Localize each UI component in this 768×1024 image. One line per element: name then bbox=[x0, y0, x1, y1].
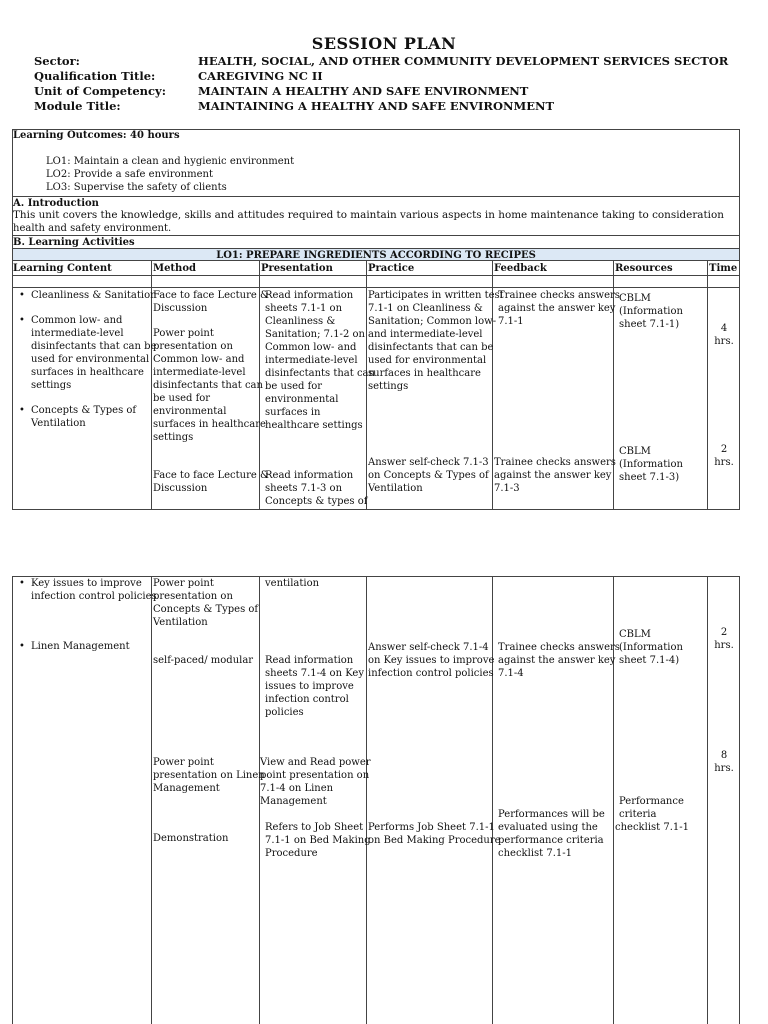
text-line: Discussion bbox=[153, 303, 208, 314]
divider bbox=[151, 576, 152, 1024]
text-line: Sanitation; Common low- bbox=[368, 316, 497, 327]
text-line: • Concepts & Types of bbox=[31, 405, 137, 416]
resources-cell bbox=[619, 445, 683, 484]
col-method: Method bbox=[153, 263, 196, 274]
text-line: Power point bbox=[153, 757, 214, 768]
text-line: used for environmental bbox=[368, 355, 487, 366]
text-line: performance criteria bbox=[498, 835, 604, 846]
page-title: SESSION PLAN bbox=[311, 34, 457, 53]
text-line: Answer self-check 7.1-3 bbox=[368, 457, 489, 468]
text-line: Face to face Lecture & bbox=[153, 290, 269, 301]
text-line: Power point bbox=[153, 328, 214, 339]
text-line: Concepts & Types of bbox=[153, 604, 259, 615]
meta-label: Qualification Title: bbox=[34, 69, 156, 83]
text-line: Management bbox=[260, 796, 327, 807]
text-line: healthcare settings bbox=[265, 420, 363, 431]
text-line: disinfectants that can bbox=[265, 368, 375, 379]
practice-cell bbox=[368, 821, 501, 847]
text-line: • Key issues to improve bbox=[31, 578, 142, 589]
text-line: intermediate-level bbox=[153, 367, 246, 378]
text-line: hrs. bbox=[714, 763, 734, 774]
text-line: issues to improve bbox=[265, 681, 354, 692]
text-line: CBLM bbox=[619, 293, 651, 304]
method-cell: Demonstration bbox=[153, 833, 229, 844]
col-learning-content: Learning Content bbox=[13, 263, 112, 274]
introduction-text: This unit covers the knowledge, skills and attitudes required to maintain various aspects in home maintenance taking to consideration bbox=[13, 209, 724, 221]
text-line: environmental bbox=[265, 394, 339, 405]
text-line: Cleanliness & bbox=[265, 316, 336, 327]
text-line: infection control policies bbox=[31, 591, 157, 602]
text-line: Read information bbox=[265, 470, 354, 481]
text-line: Participates in written test bbox=[368, 290, 504, 301]
col-practice: Practice bbox=[368, 263, 415, 274]
text-line: surfaces in healthcare bbox=[31, 367, 144, 378]
text-line: disinfectants that can bbox=[153, 380, 263, 391]
time-cell bbox=[708, 626, 740, 652]
text-line: on Bed Making Procedure bbox=[368, 835, 501, 846]
text-line: sheets 7.1-3 on bbox=[265, 483, 343, 494]
method-cell bbox=[153, 327, 266, 444]
session-meta bbox=[34, 54, 728, 114]
learning-outcome-item: LO2: Provide a safe environment bbox=[46, 169, 213, 180]
presentation-cell bbox=[265, 289, 375, 432]
divider bbox=[12, 275, 740, 276]
text-line: sheets 7.1-4 on Key bbox=[265, 668, 364, 679]
text-line: infection control policies bbox=[368, 668, 494, 679]
text-line: surfaces in bbox=[265, 407, 321, 418]
text-line: Sanitation; 7.1-2 on bbox=[265, 329, 365, 340]
text-line: presentation on Linen bbox=[153, 770, 265, 781]
meta-label: Unit of Competency: bbox=[34, 84, 166, 98]
text-line: Trainee checks answers bbox=[498, 642, 620, 653]
feedback-cell bbox=[494, 456, 616, 495]
text-line: • Common low- and bbox=[31, 315, 123, 326]
text-line: Ventilation bbox=[153, 617, 208, 628]
introduction-text: health and safety environment. bbox=[13, 223, 172, 234]
col-time: Time bbox=[709, 263, 738, 274]
text-line: Answer self-check 7.1-4 bbox=[368, 642, 489, 653]
text-line: surfaces in healthcare bbox=[368, 368, 481, 379]
text-line: surfaces in healthcare bbox=[153, 419, 266, 430]
text-line: disinfectants that can be bbox=[31, 341, 157, 352]
method-cell bbox=[153, 756, 265, 795]
meta-value: MAINTAIN A HEALTHY AND SAFE ENVIRONMENT bbox=[198, 84, 529, 98]
text-line: settings bbox=[31, 380, 72, 391]
content-item bbox=[31, 404, 136, 430]
method-cell bbox=[153, 577, 258, 629]
lo1-title: LO1: PREPARE INGREDIENTS ACCORDING TO RECIPES bbox=[216, 250, 536, 261]
text-line: Procedure bbox=[265, 848, 318, 859]
divider bbox=[707, 260, 708, 510]
text-line: checklist 7.1-1 bbox=[498, 848, 572, 859]
text-line: Common low- and bbox=[153, 354, 245, 365]
text-line: checklist 7.1-1 bbox=[615, 822, 689, 833]
col-feedback: Feedback bbox=[494, 263, 547, 274]
text-line: against the answer key bbox=[498, 655, 616, 666]
text-line: View and Read power bbox=[260, 757, 371, 768]
text-line: against the answer key bbox=[498, 303, 616, 314]
learning-outcome-item: LO1: Maintain a clean and hygienic environment bbox=[46, 156, 295, 167]
practice-cell bbox=[368, 289, 504, 393]
time-cell bbox=[708, 322, 740, 348]
text-line: presentation on bbox=[153, 591, 233, 602]
text-line: (Information bbox=[619, 642, 683, 653]
text-line: Performs Job Sheet 7.1-1 bbox=[368, 822, 495, 833]
text-line: presentation on bbox=[153, 341, 233, 352]
text-line: Read information bbox=[265, 290, 354, 301]
method-cell bbox=[153, 469, 269, 495]
text-line: 7.1-3 bbox=[494, 483, 520, 494]
text-line: infection control bbox=[265, 694, 349, 705]
text-line: on Key issues to improve bbox=[368, 655, 495, 666]
text-line: 8 bbox=[720, 750, 728, 761]
meta-row bbox=[34, 54, 728, 69]
text-line: Discussion bbox=[153, 483, 208, 494]
text-line: be used for bbox=[153, 393, 211, 404]
time-cell bbox=[708, 749, 740, 775]
text-line: Performances will be bbox=[498, 809, 605, 820]
text-line: disinfectants that can be bbox=[368, 342, 494, 353]
presentation-cell: ventilation bbox=[265, 578, 320, 589]
meta-label: Sector: bbox=[34, 54, 80, 68]
text-line: Face to face Lecture & bbox=[153, 470, 269, 481]
text-line: CBLM bbox=[619, 629, 651, 640]
presentation-cell bbox=[265, 654, 364, 719]
text-line: evaluated using the bbox=[498, 822, 598, 833]
divider bbox=[12, 287, 740, 288]
text-line: Power point bbox=[153, 578, 214, 589]
resources-cell bbox=[619, 628, 683, 667]
meta-label: Module Title: bbox=[34, 99, 121, 113]
content-item bbox=[31, 314, 156, 392]
meta-row bbox=[34, 99, 728, 114]
learning-outcomes-heading: Learning Outcomes: 40 hours bbox=[13, 130, 180, 141]
text-line: Performance bbox=[619, 796, 684, 807]
text-line: settings bbox=[153, 432, 194, 443]
meta-value: CAREGIVING NC II bbox=[198, 69, 323, 83]
text-line: and intermediate-level bbox=[368, 329, 483, 340]
text-line: 2 bbox=[720, 627, 728, 638]
method-cell bbox=[153, 289, 269, 315]
text-line: CBLM bbox=[619, 446, 651, 457]
text-line: hrs. bbox=[714, 336, 734, 347]
text-line: hrs. bbox=[714, 457, 734, 468]
text-line: 2 bbox=[720, 444, 728, 455]
text-line: Trainee checks answers bbox=[494, 457, 616, 468]
content-item bbox=[31, 577, 157, 603]
text-line: policies bbox=[265, 707, 304, 718]
text-line: Ventilation bbox=[368, 483, 423, 494]
col-presentation: Presentation bbox=[261, 263, 333, 274]
introduction-heading: A. Introduction bbox=[13, 198, 99, 209]
text-line: 7.1-4 bbox=[498, 668, 524, 679]
col-resources: Resources bbox=[615, 263, 673, 274]
text-line: intermediate-level bbox=[31, 328, 124, 339]
learning-outcome-item: LO3: Supervise the safety of clients bbox=[46, 182, 227, 193]
divider bbox=[12, 196, 740, 197]
text-line: 4 bbox=[720, 323, 728, 334]
text-line: settings bbox=[368, 381, 409, 392]
text-line: criteria bbox=[619, 809, 657, 820]
text-line: (Information bbox=[619, 306, 683, 317]
text-line: Ventilation bbox=[31, 418, 86, 429]
time-cell bbox=[708, 443, 740, 469]
text-line: sheet 7.1-4) bbox=[619, 655, 680, 666]
presentation-cell bbox=[265, 821, 371, 860]
text-line: used for environmental bbox=[31, 354, 150, 365]
practice-cell bbox=[368, 456, 489, 495]
text-line: Refers to Job Sheet bbox=[265, 822, 364, 833]
text-line: Common low- and bbox=[265, 342, 357, 353]
feedback-cell bbox=[498, 808, 605, 860]
presentation-cell bbox=[260, 756, 371, 808]
feedback-cell bbox=[498, 289, 620, 328]
content-item: • Linen Management bbox=[31, 640, 130, 653]
method-cell: self-paced/ modular bbox=[153, 655, 254, 666]
text-line: sheet 7.1-1) bbox=[619, 319, 680, 330]
practice-cell bbox=[368, 641, 494, 680]
text-line: Read information bbox=[265, 655, 354, 666]
text-line: on Concepts & Types of bbox=[368, 470, 489, 481]
text-line: (Information bbox=[619, 459, 683, 470]
text-line: Management bbox=[153, 783, 220, 794]
presentation-cell bbox=[265, 469, 367, 508]
text-line: against the answer key bbox=[494, 470, 612, 481]
meta-value: MAINTAINING A HEALTHY AND SAFE ENVIRONMENT bbox=[198, 99, 555, 113]
text-line: 7.1-1 bbox=[498, 316, 524, 327]
text-line: environmental bbox=[153, 406, 227, 417]
meta-value: HEALTH, SOCIAL, AND OTHER COMMUNITY DEVELOPMENT SERVICES SECTOR bbox=[198, 54, 729, 68]
text-line: 7.1-4 on Linen bbox=[260, 783, 334, 794]
text-line: 7.1-1 on Bed Making bbox=[265, 835, 371, 846]
resources-cell bbox=[615, 795, 689, 834]
text-line: point presentation on bbox=[260, 770, 370, 781]
resources-cell bbox=[619, 292, 683, 331]
text-line: hrs. bbox=[714, 640, 734, 651]
meta-row bbox=[34, 69, 728, 84]
text-line: Concepts & types of bbox=[265, 496, 368, 507]
text-line: 7.1-1 on Cleanliness & bbox=[368, 303, 483, 314]
text-line: sheet 7.1-3) bbox=[619, 472, 680, 483]
content-item: • Cleanliness & Sanitation bbox=[31, 289, 157, 302]
text-line: sheets 7.1-1 on bbox=[265, 303, 343, 314]
meta-row bbox=[34, 84, 728, 99]
text-line: be used for bbox=[265, 381, 323, 392]
text-line: Trainee checks answers bbox=[498, 290, 620, 301]
text-line: intermediate-level bbox=[265, 355, 358, 366]
activities-heading: B. Learning Activities bbox=[13, 237, 135, 248]
feedback-cell bbox=[498, 641, 620, 680]
